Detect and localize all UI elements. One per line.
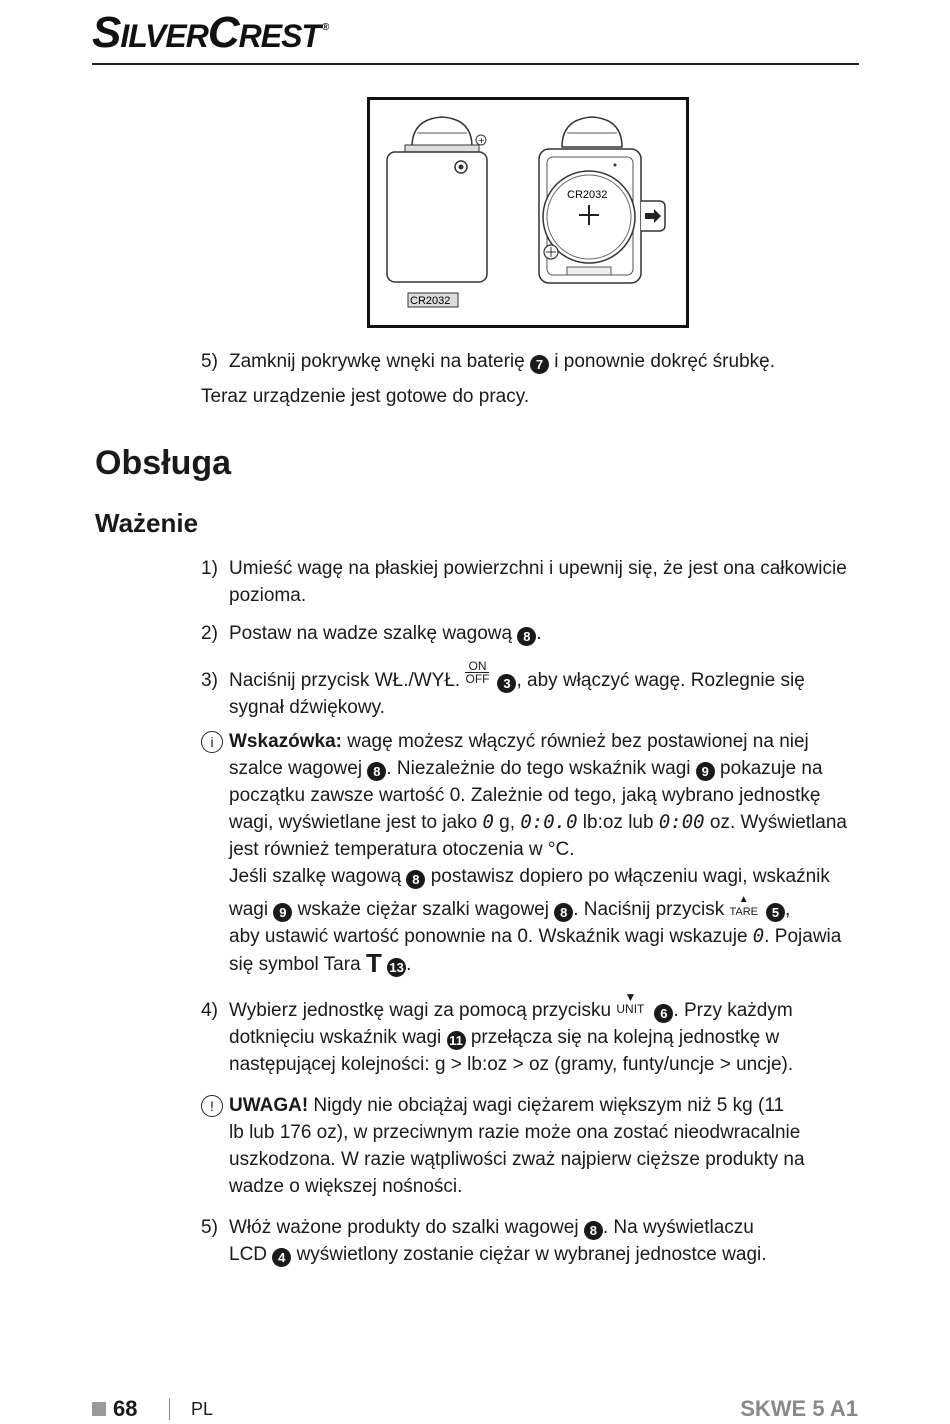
step-number: 2) — [201, 623, 218, 644]
info-icon: i — [201, 731, 223, 753]
brand-logo: SILVERCREST ® — [92, 8, 329, 57]
tip-note: Wskazówka: wagę możesz włączyć również bez postawionej na niej szalce wagowej 8 . Niezależnie do tego wskaźnik wagi 9 pokazuje na początku zawsze wartość 0. Zależnie od tego, jaką wybrano jednostkę wagi, wyświetlane jest to jako 0 g, 0:0.0 lb:oz lub 0:00 oz. Wyświetlana jest również temperatura otoczenia w °C. Jeśli szalkę wagową 8 postawisz dopiero po włączeniu wagi, wskaźnik wagi 9 wskaże ciężar szalki wagowej 8 . Naciśnij przycisk ▲ TARE 5 , aby ustawić wartość ponownie na 0. Wskaźnik wagi wskazuje 0. Pojawia się symbol Tara T 13 . — [229, 731, 847, 978]
ref-8: 8 — [517, 627, 536, 646]
ref-8: 8 — [406, 870, 425, 889]
ready-text: Teraz urządzenie jest gotowe do pracy. — [201, 386, 530, 407]
ref-3: 3 — [497, 674, 516, 693]
battery-compartment-figure — [367, 97, 689, 328]
ref-8: 8 — [367, 762, 386, 781]
on-off-button-icon: ON OFF — [465, 659, 490, 687]
ref-11: 11 — [447, 1031, 466, 1050]
subsection-title: Ważenie — [95, 508, 199, 538]
step-5-close-lid: Zamknij pokrywkę wnęki na baterię 7 i ponownie dokręć śrubkę. — [229, 351, 775, 372]
ref-13: 13 — [387, 958, 406, 977]
tara-symbol: T — [365, 948, 382, 978]
model-number: SKWE 5 A1 — [740, 1396, 858, 1421]
section-title: Obsługa — [95, 444, 232, 482]
ref-8: 8 — [554, 903, 573, 922]
step-5-weigh: Włóż ważone produkty do szalki wagowej 8 . Na wyświetlaczu LCD 4 wyświetlony zostanie ciężar w wybranej jednostce wagi. — [229, 1217, 767, 1265]
language-code: PL — [191, 1399, 214, 1419]
battery-label: CR2032 — [567, 189, 608, 201]
unit-button-icon: ▼ UNIT — [616, 989, 645, 1016]
header-rule — [92, 63, 859, 65]
step-3: Naciśnij przycisk WŁ./WYŁ. ON OFF 3 , aby włączyć wagę. Rozlegnie się sygnał dźwiękowy. — [229, 659, 805, 718]
ref-7: 7 — [530, 355, 549, 374]
step-number: 3) — [201, 670, 218, 691]
step-number: 5) — [201, 1217, 218, 1238]
step-number: 5) — [201, 351, 218, 372]
warning-icon: ! — [201, 1095, 223, 1117]
warning-note: UWAGA! Nigdy nie obciążaj wagi ciężarem większym niż 5 kg (11 lb lub 176 oz), w przeciwnym razie może ona zostać nieodwracalnie uszkodzona. W razie wątpliwości zważ najpierw cięższe produkty na wadze o większej nośności. — [229, 1095, 805, 1197]
ref-9: 9 — [696, 762, 715, 781]
ref-5: 5 — [766, 903, 785, 922]
step-1: Umieść wagę na płaskiej powierzchni i upewnij się, że jest ona całkowicie pozioma. — [229, 558, 847, 606]
ref-6: 6 — [654, 1004, 673, 1023]
step-number: 4) — [201, 1000, 218, 1021]
step-4: Wybierz jednostkę wagi za pomocą przycisku ▼ UNIT 6 . Przy każdym dotknięciu wskaźnik wagi 11 przełącza się na kolejną jednostkę w następującej kolejności: g > lb:oz > oz (gramy, funty/uncje > uncje). — [229, 989, 794, 1075]
ref-8: 8 — [584, 1221, 603, 1240]
ref-9: 9 — [273, 903, 292, 922]
page-number: 68 — [113, 1396, 138, 1421]
battery-label-bottom: CR2032 — [410, 295, 451, 307]
step-number: 1) — [201, 558, 218, 579]
ref-4: 4 — [272, 1248, 291, 1267]
step-2: Postaw na wadze szalkę wagową 8 . — [229, 623, 542, 644]
footer-square-icon — [92, 1402, 106, 1416]
svg-text:+: + — [478, 136, 485, 145]
tare-button-icon: ▲ TARE — [729, 893, 759, 918]
footer-divider — [169, 1398, 170, 1420]
